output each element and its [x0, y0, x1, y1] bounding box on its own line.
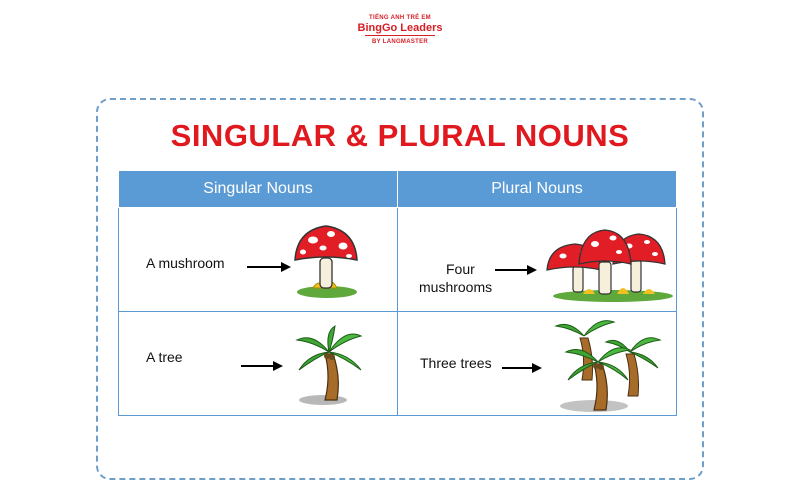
- arrow-right-icon: [495, 264, 537, 276]
- mushroom-icon: [291, 220, 361, 300]
- palm-tree-icon: [295, 324, 365, 406]
- header-singular: Singular Nouns: [119, 171, 398, 208]
- logo-brand: BingGo Leaders: [357, 22, 443, 34]
- plural-mushrooms-line2: mushrooms: [419, 279, 493, 295]
- cell-plural-trees: [398, 312, 677, 416]
- plural-mushrooms-line1: Four: [446, 261, 475, 277]
- table-row: [119, 312, 677, 416]
- plural-trees-label: Three trees: [420, 355, 492, 371]
- cell-plural-mushrooms: [398, 208, 677, 312]
- logo-tagline: TIẾNG ANH TRẺ EM: [369, 15, 431, 21]
- nouns-table: [118, 170, 677, 416]
- mushroom-icon: [543, 224, 683, 304]
- singular-mushroom-label: A mushroom: [146, 255, 225, 271]
- page-title: SINGULAR & PLURAL NOUNS: [170, 118, 630, 153]
- cell-singular-mushroom: [119, 208, 398, 312]
- header-plural: Plural Nouns: [398, 171, 677, 208]
- cell-singular-tree: [119, 312, 398, 416]
- arrow-right-icon: [247, 261, 291, 273]
- brand-logo: [340, 14, 460, 46]
- logo-divider: [365, 35, 435, 36]
- palm-tree-icon: [554, 314, 666, 414]
- table-header-row: [119, 171, 677, 208]
- arrow-right-icon: [502, 362, 542, 374]
- arrow-right-icon: [241, 360, 283, 372]
- table-row: [119, 208, 677, 312]
- logo-byline: BY LANGMASTER: [371, 39, 429, 45]
- singular-tree-label: A tree: [146, 349, 183, 365]
